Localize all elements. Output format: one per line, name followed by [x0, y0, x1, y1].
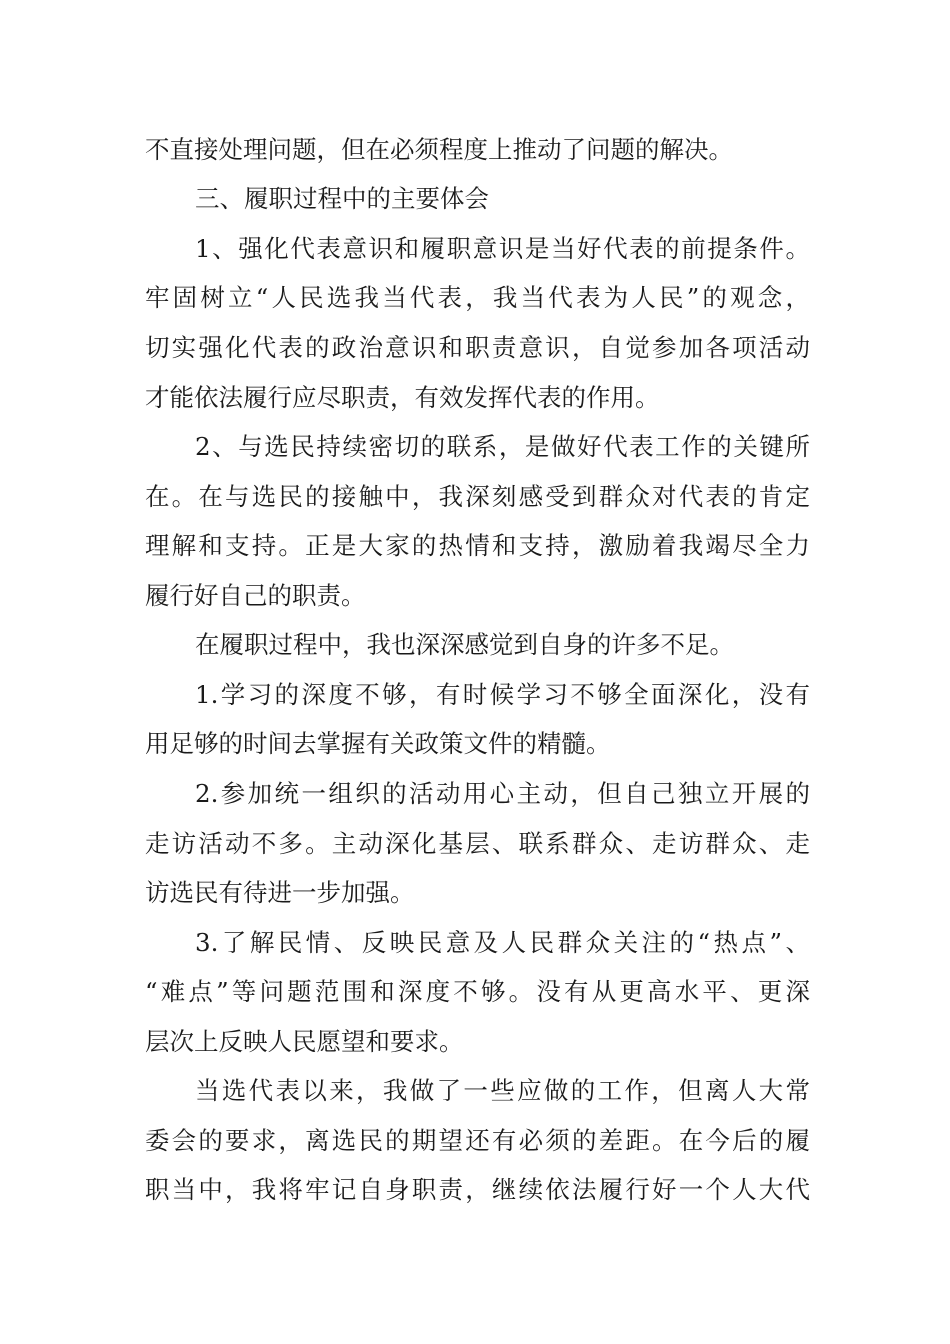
section-heading: 三、履职过程中的主要体会: [195, 184, 489, 213]
text-line: 当选代表以来，我做了一些应做的工作，但离人大常: [195, 1076, 810, 1105]
text-line: 不直接处理问题，但在必须程度上推动了问题的解决。: [145, 135, 733, 164]
text-line: 委会的要求，离选民的期望还有必须的差距。在今后的履: [145, 1126, 810, 1155]
text-line: 3.了解民情、反映民意及人民群众关注的“热点”、: [195, 928, 810, 957]
text-line: 理解和支持。正是大家的热情和支持，激励着我竭尽全力: [145, 531, 810, 560]
text-line: “难点”等问题范围和深度不够。没有从更高水平、更深: [145, 977, 810, 1006]
text-line: 1.学习的深度不够，有时候学习不够全面深化，没有: [195, 680, 810, 709]
text-line: 2、与选民持续密切的联系，是做好代表工作的关键所: [195, 432, 810, 461]
text-line: 职当中，我将牢记自身职责，继续依法履行好一个人大代: [145, 1175, 810, 1204]
text-line: 层次上反映人民愿望和要求。: [145, 1027, 464, 1056]
text-line: 走访活动不多。主动深化基层、联系群众、走访群众、走: [145, 829, 810, 858]
text-line: 2.参加统一组织的活动用心主动，但自己独立开展的: [195, 779, 810, 808]
text-line: 访选民有待进一步加强。: [145, 878, 415, 907]
text-line: 切实强化代表的政治意识和职责意识，自觉参加各项活动: [145, 333, 810, 362]
text-line: 牢固树立“人民选我当代表，我当代表为人民”的观念，: [145, 283, 810, 312]
text-line: 用足够的时间去掌握有关政策文件的精髓。: [145, 729, 611, 758]
text-line: 履行好自己的职责。: [145, 581, 366, 610]
text-line: 在履职过程中，我也深深感觉到自身的许多不足。: [195, 630, 734, 659]
text-line: 在。在与选民的接触中，我深刻感受到群众对代表的肯定: [145, 482, 810, 511]
text-line: 1、强化代表意识和履职意识是当好代表的前提条件。: [195, 234, 810, 263]
text-line: 才能依法履行应尽职责，有效发挥代表的作用。: [145, 383, 660, 412]
